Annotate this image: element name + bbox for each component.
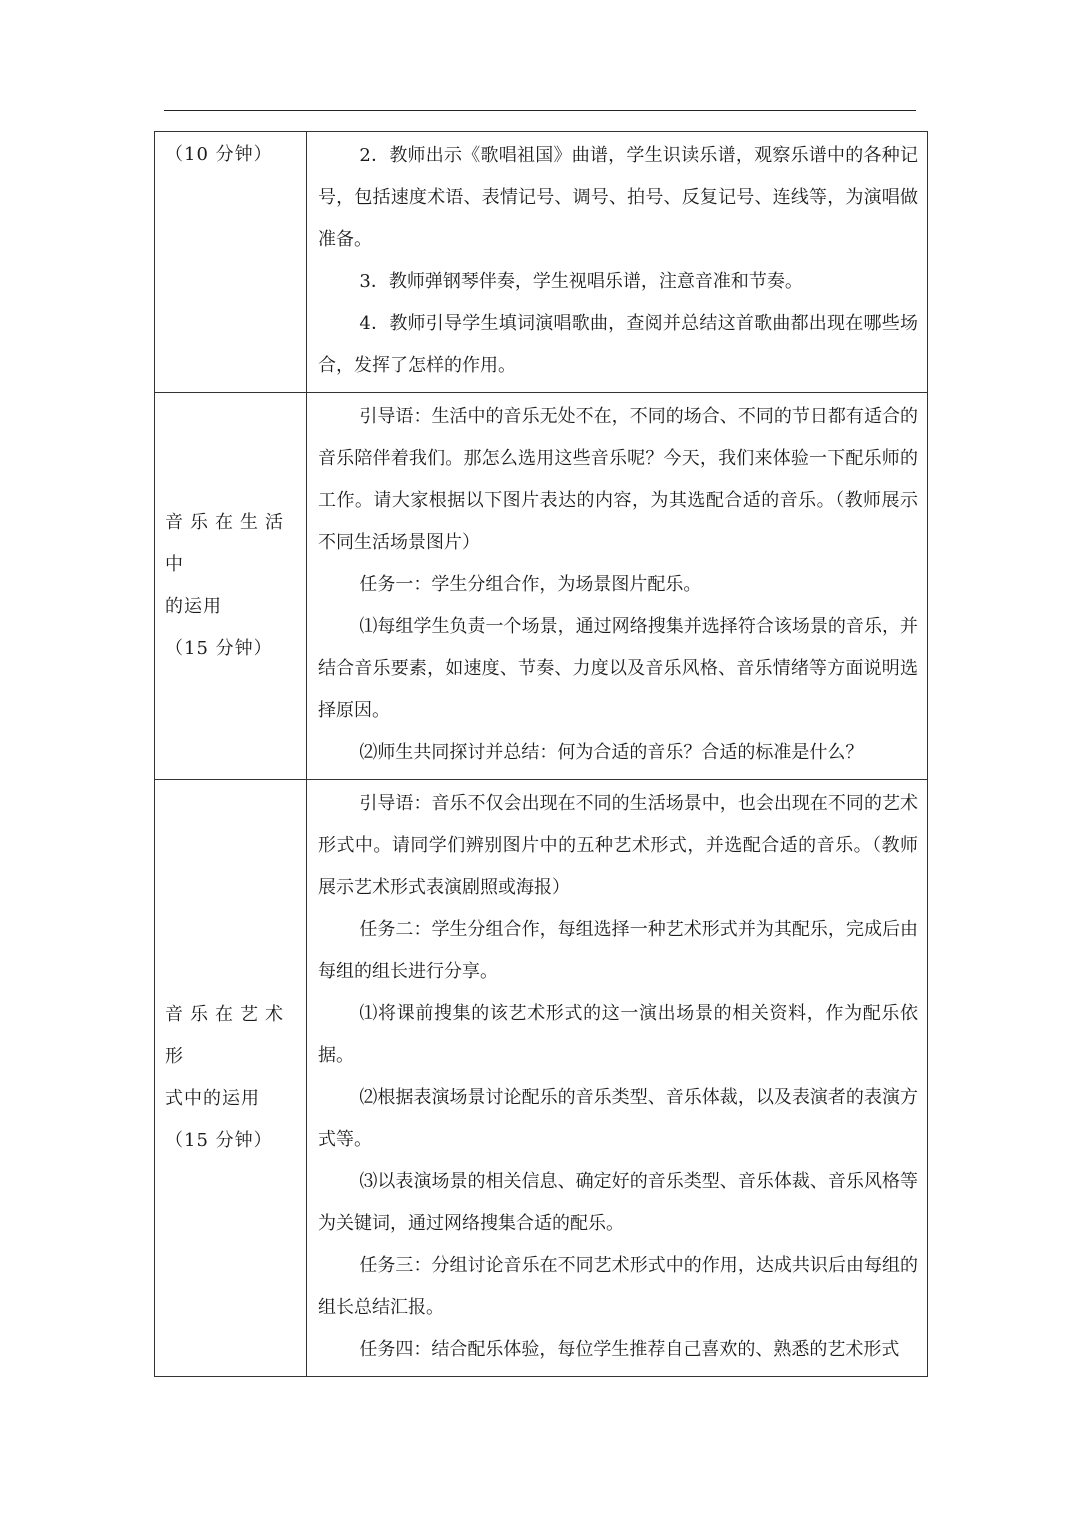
activity-paragraph: 引导语：生活中的音乐无处不在，不同的场合、不同的节日都有适合的音乐陪伴着我们。那怎么选用这些音乐呢？今天，我们来体验一下配乐师的工作。请大家根据以下图片表达的内容，为其选配合适的音乐。（教师展示不同生活场景图片）: [318, 406, 918, 553]
activity-cell: [307, 780, 928, 1377]
stage-duration: （15 分钟）: [165, 638, 273, 659]
stage-title-line: 音乐在艺术形: [165, 1004, 290, 1067]
activity-cell: [307, 393, 928, 780]
activity-paragraph: ⑵师生共同探讨并总结：何为合适的音乐？合适的标准是什么？: [359, 742, 864, 763]
activity-paragraph: ⑶以表演场景的相关信息、确定好的音乐类型、音乐体裁、音乐风格等为关键词，通过网络搜集合适的配乐。: [318, 1171, 918, 1234]
stage-duration: （10 分钟）: [165, 144, 273, 165]
activity-paragraph: 2．教师出示《歌唱祖国》曲谱，学生识读乐谱，观察乐谱中的各种记号，包括速度术语、表情记号、调号、拍号、反复记号、连线等，为演唱做准备。: [318, 145, 918, 250]
stage-cell: [155, 132, 307, 393]
activity-cell: [307, 132, 928, 393]
stage-title-line: 的运用: [165, 596, 222, 617]
activity-paragraph: 引导语：音乐不仅会出现在不同的生活场景中，也会出现在不同的艺术形式中。请同学们辨别图片中的五种艺术形式，并选配合适的音乐。（教师展示艺术形式表演剧照或海报）: [318, 793, 918, 898]
header-rule: [164, 110, 916, 111]
activity-paragraph: 任务一：学生分组合作，为场景图片配乐。: [359, 574, 702, 595]
stage-title-line: 音乐在生活中: [165, 512, 290, 575]
activity-paragraph: ⑴将课前搜集的该艺术形式的这一演出场景的相关资料，作为配乐依据。: [318, 1003, 918, 1066]
table-row: [155, 132, 928, 393]
activity-paragraph: 4．教师引导学生填词演唱歌曲，查阅并总结这首歌曲都出现在哪些场合，发挥了怎样的作用。: [318, 313, 918, 376]
stage-duration: （15 分钟）: [165, 1130, 273, 1151]
table-row: [155, 393, 928, 780]
activity-paragraph: ⑵根据表演场景讨论配乐的音乐类型、音乐体裁，以及表演者的表演方式等。: [318, 1087, 918, 1150]
stage-title-line: 式中的运用: [165, 1088, 260, 1109]
activity-paragraph: ⑴每组学生负责一个场景，通过网络搜集并选择符合该场景的音乐，并结合音乐要素，如速度、节奏、力度以及音乐风格、音乐情绪等方面说明选择原因。: [318, 616, 918, 721]
stage-cell: [155, 780, 307, 1377]
activity-paragraph: 任务二：学生分组合作，每组选择一种艺术形式并为其配乐，完成后由每组的组长进行分享。: [318, 919, 918, 982]
activity-paragraph: 任务四：结合配乐体验，每位学生推荐自己喜欢的、熟悉的艺术形式: [359, 1339, 900, 1360]
lesson-plan-table: [154, 131, 928, 1377]
table-row: [155, 780, 928, 1377]
stage-cell: [155, 393, 307, 780]
activity-paragraph: 3．教师弹钢琴伴奏，学生视唱乐谱，注意音准和节奏。: [359, 271, 803, 292]
activity-paragraph: 任务三：分组讨论音乐在不同艺术形式中的作用，达成共识后由每组的组长总结汇报。: [318, 1255, 918, 1318]
